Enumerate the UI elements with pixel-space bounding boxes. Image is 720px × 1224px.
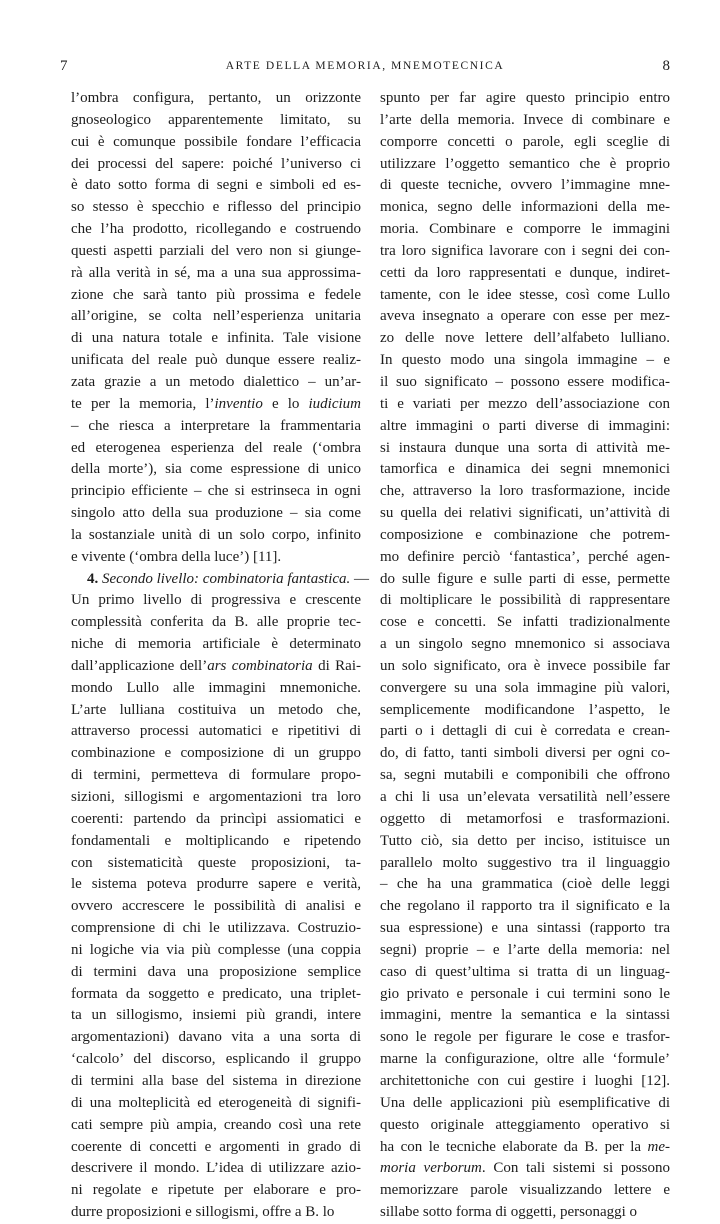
left-column-line: di termini, permetteva di formulare propo- bbox=[71, 767, 361, 784]
left-column-line: dei processi del sapere: poiché l’universo ci bbox=[71, 155, 361, 172]
left-text-column bbox=[71, 88, 370, 1224]
right-column-line: gio privato e personale i cui termini sono le bbox=[380, 985, 670, 1002]
right-column-line: aveva insegnato a operare con esse per mez- bbox=[380, 308, 670, 325]
left-column-line: coerenti: partendo da princìpi assiomatici e bbox=[71, 810, 361, 827]
left-column-line: che l’ha prodotto, ricollegando e costruendo bbox=[71, 221, 361, 238]
right-column-line: che regolano il rapporto tra il significato e la bbox=[380, 898, 670, 915]
left-column-line: è dato sotto forma di segni e simboli ed es- bbox=[71, 177, 361, 194]
right-column-line: di moltiplicare le possibilità di rappresentare bbox=[380, 592, 670, 609]
left-column-line: l’ombra configura, pertanto, un orizzonte bbox=[71, 90, 361, 106]
left-column-line: questi aspetti parziali del vero non si giunge- bbox=[71, 242, 361, 259]
right-column-line: caso di quest’ultima si tratta di un linguag- bbox=[380, 963, 670, 980]
right-column-line: di queste tecniche, ovvero l’immagine mne- bbox=[380, 177, 670, 194]
left-column-line: con sistematicità queste proposizioni, ta- bbox=[71, 854, 361, 871]
right-column-line: oggetto di metamorfosi e trasformazioni. bbox=[380, 810, 670, 827]
right-column-line: immagini, mentre la semantica e la sintassi bbox=[380, 1007, 670, 1024]
left-column-line: gnoseologico apparentemente limitato, su bbox=[71, 111, 361, 128]
left-column-line: zata grazie a un metodo dialettico – un’ar- bbox=[71, 373, 361, 390]
left-column-line: coerente di concetti e argomenti in grado di bbox=[71, 1138, 361, 1155]
right-column-line: parti o i dettagli di cui è corredata e crean- bbox=[380, 723, 670, 740]
right-column-line: a chi li usa un’elevata versatilità nell’essere bbox=[380, 789, 670, 805]
right-column-line: ha con le tecniche elaborate da B. per la me- bbox=[380, 1138, 670, 1155]
left-column-line: di una molteplicità ed eterogeneità di signifi- bbox=[71, 1094, 361, 1111]
left-column-line: attraverso processi automatici e ripetitivi di bbox=[71, 723, 361, 740]
left-column-line: te per la memoria, l’inventio e lo iudicium bbox=[71, 395, 362, 412]
left-column-line: zione che sarà tanto più prossima e fedele bbox=[71, 286, 361, 303]
right-column-line: do, di fatto, tanti simboli diversi per ogni co- bbox=[380, 745, 670, 762]
right-column-line: marne la configurazione, oltre alle ‘formule’ bbox=[380, 1051, 670, 1068]
left-column-line: 4. Secondo livello: combinatoria fantastica. — bbox=[87, 570, 370, 587]
right-column-line: Una delle applicazioni più esemplificative di bbox=[380, 1094, 670, 1111]
left-column-line: sizioni, sillogismi e argomentazioni tra loro bbox=[71, 789, 361, 805]
right-column-line: semplicemente modificandone l’aspetto, le bbox=[380, 701, 670, 718]
right-column-line: altre immagini o parti diverse di immagini: bbox=[380, 417, 670, 434]
left-column-line: niche di memoria artificiale è determinato bbox=[71, 636, 361, 653]
right-column-line: che, attraverso la loro trasformazione, incide bbox=[380, 483, 670, 500]
left-column-line: della morte’), sia come espressione di unico bbox=[71, 461, 361, 478]
page-header bbox=[60, 58, 670, 80]
right-column-line: composizione e combinazione che potrem- bbox=[380, 526, 670, 543]
right-column-line: memorizzare parole visualizzando lettere e bbox=[380, 1182, 670, 1199]
left-column-line: formata da soggetto e predicato, una triplet- bbox=[71, 985, 361, 1002]
right-column-line: a un singolo segno mnemonico si associava bbox=[380, 636, 670, 653]
right-column-line: questo originale atteggiamento operativo si bbox=[380, 1116, 670, 1133]
left-column-line: so stesso è specchio e riflesso del principio bbox=[71, 199, 361, 216]
right-column-line: Tutto ciò, sia detto per inciso, istituisce un bbox=[380, 832, 670, 849]
right-column-line: In questo modo una singola immagine – e bbox=[380, 352, 670, 369]
left-column-line: ed eterogenea esperienza del reale (‘ombra bbox=[71, 439, 361, 456]
left-column-line: L’arte lulliana costituiva un metodo che, bbox=[71, 701, 361, 718]
right-column-line: tamorfica e dinamica dei segni mnemonici bbox=[380, 461, 670, 478]
left-column-line: Un primo livello di progressiva e crescente bbox=[71, 592, 361, 609]
left-column-line: cui è comunque possibile fondare l’efficacia bbox=[71, 133, 361, 150]
right-text-column bbox=[380, 88, 670, 1224]
right-column-line: parallelo molto suggestivo tra il linguaggio bbox=[380, 854, 670, 871]
left-column-line: comprensione di chi le utilizzava. Costruzio- bbox=[71, 920, 361, 937]
left-column-line: mondo Lullo alle immagini mnemoniche. bbox=[71, 679, 361, 696]
left-column-line: complessità conferita da B. alle proprie tec- bbox=[71, 614, 361, 631]
right-column-line: tra loro significa lavorare con i segni dei con- bbox=[380, 242, 670, 259]
right-column-line: ti e variati per mezzo dell’associazione con bbox=[380, 395, 670, 412]
right-column-line: si instaura dunque una sorta di attività me- bbox=[380, 439, 670, 456]
left-column-line: di termini alla base del sistema in direzione bbox=[71, 1072, 361, 1089]
right-column-line: monica, segno delle informazioni della me- bbox=[380, 199, 670, 216]
running-title: ARTE DELLA MEMORIA, MNEMOTECNICA bbox=[225, 60, 505, 72]
left-page-number: 7 bbox=[60, 58, 68, 74]
right-column-line: do sulle figure e sulle parti di esse, permette bbox=[380, 570, 670, 587]
left-column-line: argomentazioni) davano vita a una sorta di bbox=[71, 1029, 361, 1046]
left-column-line: cati sempre più ampia, creando così una rete bbox=[71, 1116, 361, 1133]
right-column-line: sua espressione) e una sintassi (rapporto tra bbox=[380, 920, 670, 937]
left-column-line: fondamentali e moltiplicando e ripetendo bbox=[71, 832, 361, 849]
right-column-line: convergere su una sola immagine più valori, bbox=[380, 679, 670, 696]
left-column-line: ni regolate e ripetute per elaborare e pro- bbox=[71, 1182, 361, 1199]
right-column-line: mo definire perciò ‘fantastica’, perché agen- bbox=[380, 548, 670, 565]
right-column-line: un solo significato, ora è invece possibile far bbox=[380, 657, 670, 674]
right-column-line: spunto per far agire questo principio entro bbox=[380, 90, 670, 106]
right-column-line: comporre concetti o parole, egli sceglie di bbox=[380, 133, 670, 150]
right-column-line: architettoniche con cui gestire i luoghi [12]. bbox=[380, 1072, 670, 1089]
left-column-line: le sistema poteva produrre sapere e verità, bbox=[71, 876, 361, 893]
left-column-line: ni logiche via via più complesse (una coppia bbox=[71, 941, 361, 958]
left-column-line: singolo atto della sua produzione – sia come bbox=[71, 505, 361, 522]
right-column-line: il suo significato – possono essere modifica- bbox=[380, 373, 670, 390]
left-column-line: all’origine, se colta nell’esperienza unitaria bbox=[71, 308, 361, 325]
right-column-line: utilizzare l’oggetto semantico che è proprio bbox=[380, 155, 670, 172]
right-column-line: sillabe sotto forma di oggetti, personaggi o bbox=[380, 1204, 638, 1221]
right-column-line: cetti da loro rappresentati e dunque, indiret- bbox=[380, 264, 670, 281]
left-column-line: unificata del reale può dunque essere realiz- bbox=[71, 352, 361, 369]
right-column-line: moria verborum. Con tali sistemi si possono bbox=[380, 1160, 670, 1177]
right-page-number: 8 bbox=[662, 58, 670, 74]
right-column-line: segni) proprie – e l’arte della memoria: nel bbox=[380, 941, 670, 958]
left-column-line: principio efficiente – che si estrinseca in ogni bbox=[71, 483, 361, 500]
left-column-line: – che riesca a interpretare la frammentaria bbox=[71, 417, 361, 434]
right-column-line: cose e concetti. Se infatti tradizionalmente bbox=[380, 614, 670, 631]
left-column-line: la sostanziale unità di un solo corpo, infinito bbox=[71, 526, 361, 543]
left-column-line: e vivente (‘ombra della luce’) [11]. bbox=[71, 548, 282, 565]
right-column-line: zo delle nove lettere dell’alfabeto lulliano. bbox=[380, 330, 670, 347]
right-column-line: su quella dei relativi significati, un’attività di bbox=[380, 505, 670, 522]
left-column-line: ta un sillogismo, insiemi più grandi, intere bbox=[71, 1007, 361, 1024]
right-column-line: moria. Combinare e comporre le immagini bbox=[380, 221, 670, 238]
left-column-line: di una natura totale e infinita. Tale visione bbox=[71, 330, 361, 347]
left-column-line: ‘calcolo’ del discorso, esplicando il gruppo bbox=[71, 1051, 361, 1068]
left-column-line: durre proposizioni e sillogismi, offre a B. lo bbox=[71, 1204, 335, 1221]
right-column-line: sono le regole per figurare le cose e trasfor- bbox=[380, 1029, 670, 1046]
left-column-line: ovvero accrescere le possibilità di analisi e bbox=[71, 898, 361, 915]
left-column-line: descrivere il mondo. L’idea di utilizzare azio- bbox=[71, 1160, 361, 1177]
right-column-line: – che ha una grammatica (cioè delle leggi bbox=[380, 876, 670, 893]
right-column-line: tamente, con le idee stesse, così come Lullo bbox=[380, 286, 670, 303]
left-column-line: dall’applicazione dell’ars combinatoria di Rai- bbox=[71, 657, 361, 674]
right-column-line: l’arte della memoria. Invece di combinare e bbox=[380, 111, 670, 128]
right-column-line: sa, segni mutabili e componibili che offrono bbox=[380, 767, 670, 784]
left-column-line: rà alla verità in sé, ma a una sua approssima- bbox=[71, 264, 361, 281]
left-column-line: combinazione e composizione di un gruppo bbox=[71, 745, 361, 762]
left-column-line: di termini dava una proposizione semplice bbox=[71, 963, 361, 980]
